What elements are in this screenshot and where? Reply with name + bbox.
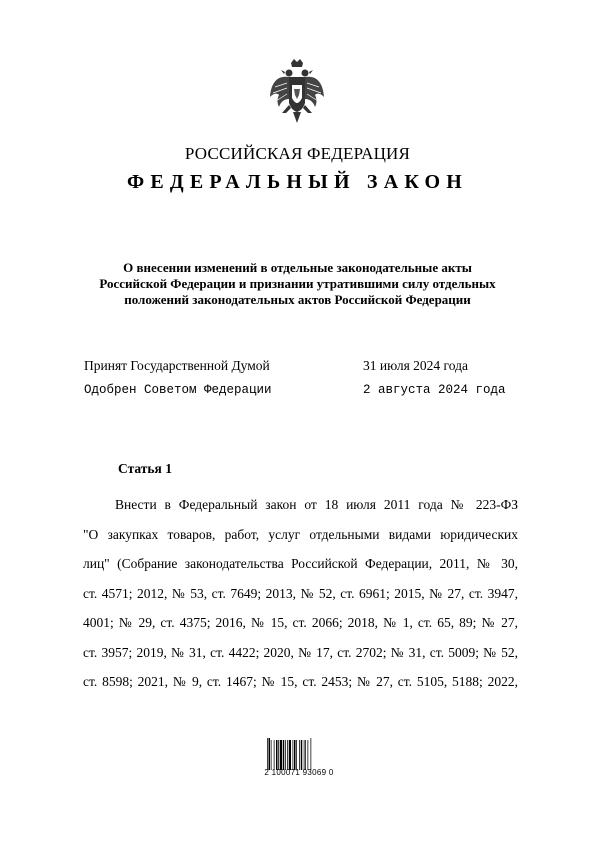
body-line: ст. 8598; 2021, № 9, ст. 1467; № 15, ст. 2453; № 27, ст. 5105, 5188; 2022, — [83, 674, 518, 689]
body-line: 4001; № 29, ст. 4375; 2016, № 15, ст. 2066; 2018, № 1, ст. 65, 89; № 27, — [83, 615, 518, 630]
approved-by-council-date: 2 августа 2024 года — [363, 383, 506, 397]
law-title — [60, 260, 535, 308]
barcode-number: 2 100071 93069 0 — [264, 768, 334, 777]
law-title-line: положений законодательных актов Российской Федерации — [124, 292, 471, 307]
body-line: ст. 4571; 2012, № 53, ст. 7649; 2013, № 52, ст. 6961; 2015, № 27, ст. 3947, — [83, 585, 518, 601]
approved-by-council-label: Одобрен Советом Федерации — [84, 383, 272, 397]
body-line: "О закупках товаров, работ, услуг отдельными видами юридических — [83, 526, 518, 542]
article-body — [83, 490, 518, 697]
barcode-icon — [266, 734, 330, 770]
adopted-by-duma-label: Принят Государственной Думой — [84, 358, 270, 373]
adopted-by-duma-date: 31 июля 2024 года — [363, 358, 468, 373]
law-title-line: Российской Федерации и признании утратившими силу отдельных — [99, 276, 496, 291]
document-type: ФЕДЕРАЛЬНЫЙ ЗАКОН — [126, 171, 469, 193]
coat-of-arms-icon — [267, 57, 327, 127]
body-line: ст. 3957; 2019, № 31, ст. 4422; 2020, № 17, ст. 2702; № 31, ст. 5009; № 52, — [83, 644, 518, 660]
body-line: Внести в Федеральный закон от 18 июля 2011 года № 223-ФЗ — [115, 497, 518, 512]
law-title-line: О внесении изменений в отдельные законодательные акты — [123, 260, 472, 275]
country-name: РОССИЙСКАЯ ФЕДЕРАЦИЯ — [184, 144, 411, 163]
body-line: лиц" (Собрание законодательства Российской Федерации, 2011, № 30, — [83, 556, 518, 571]
article-heading: Статья 1 — [118, 461, 172, 476]
